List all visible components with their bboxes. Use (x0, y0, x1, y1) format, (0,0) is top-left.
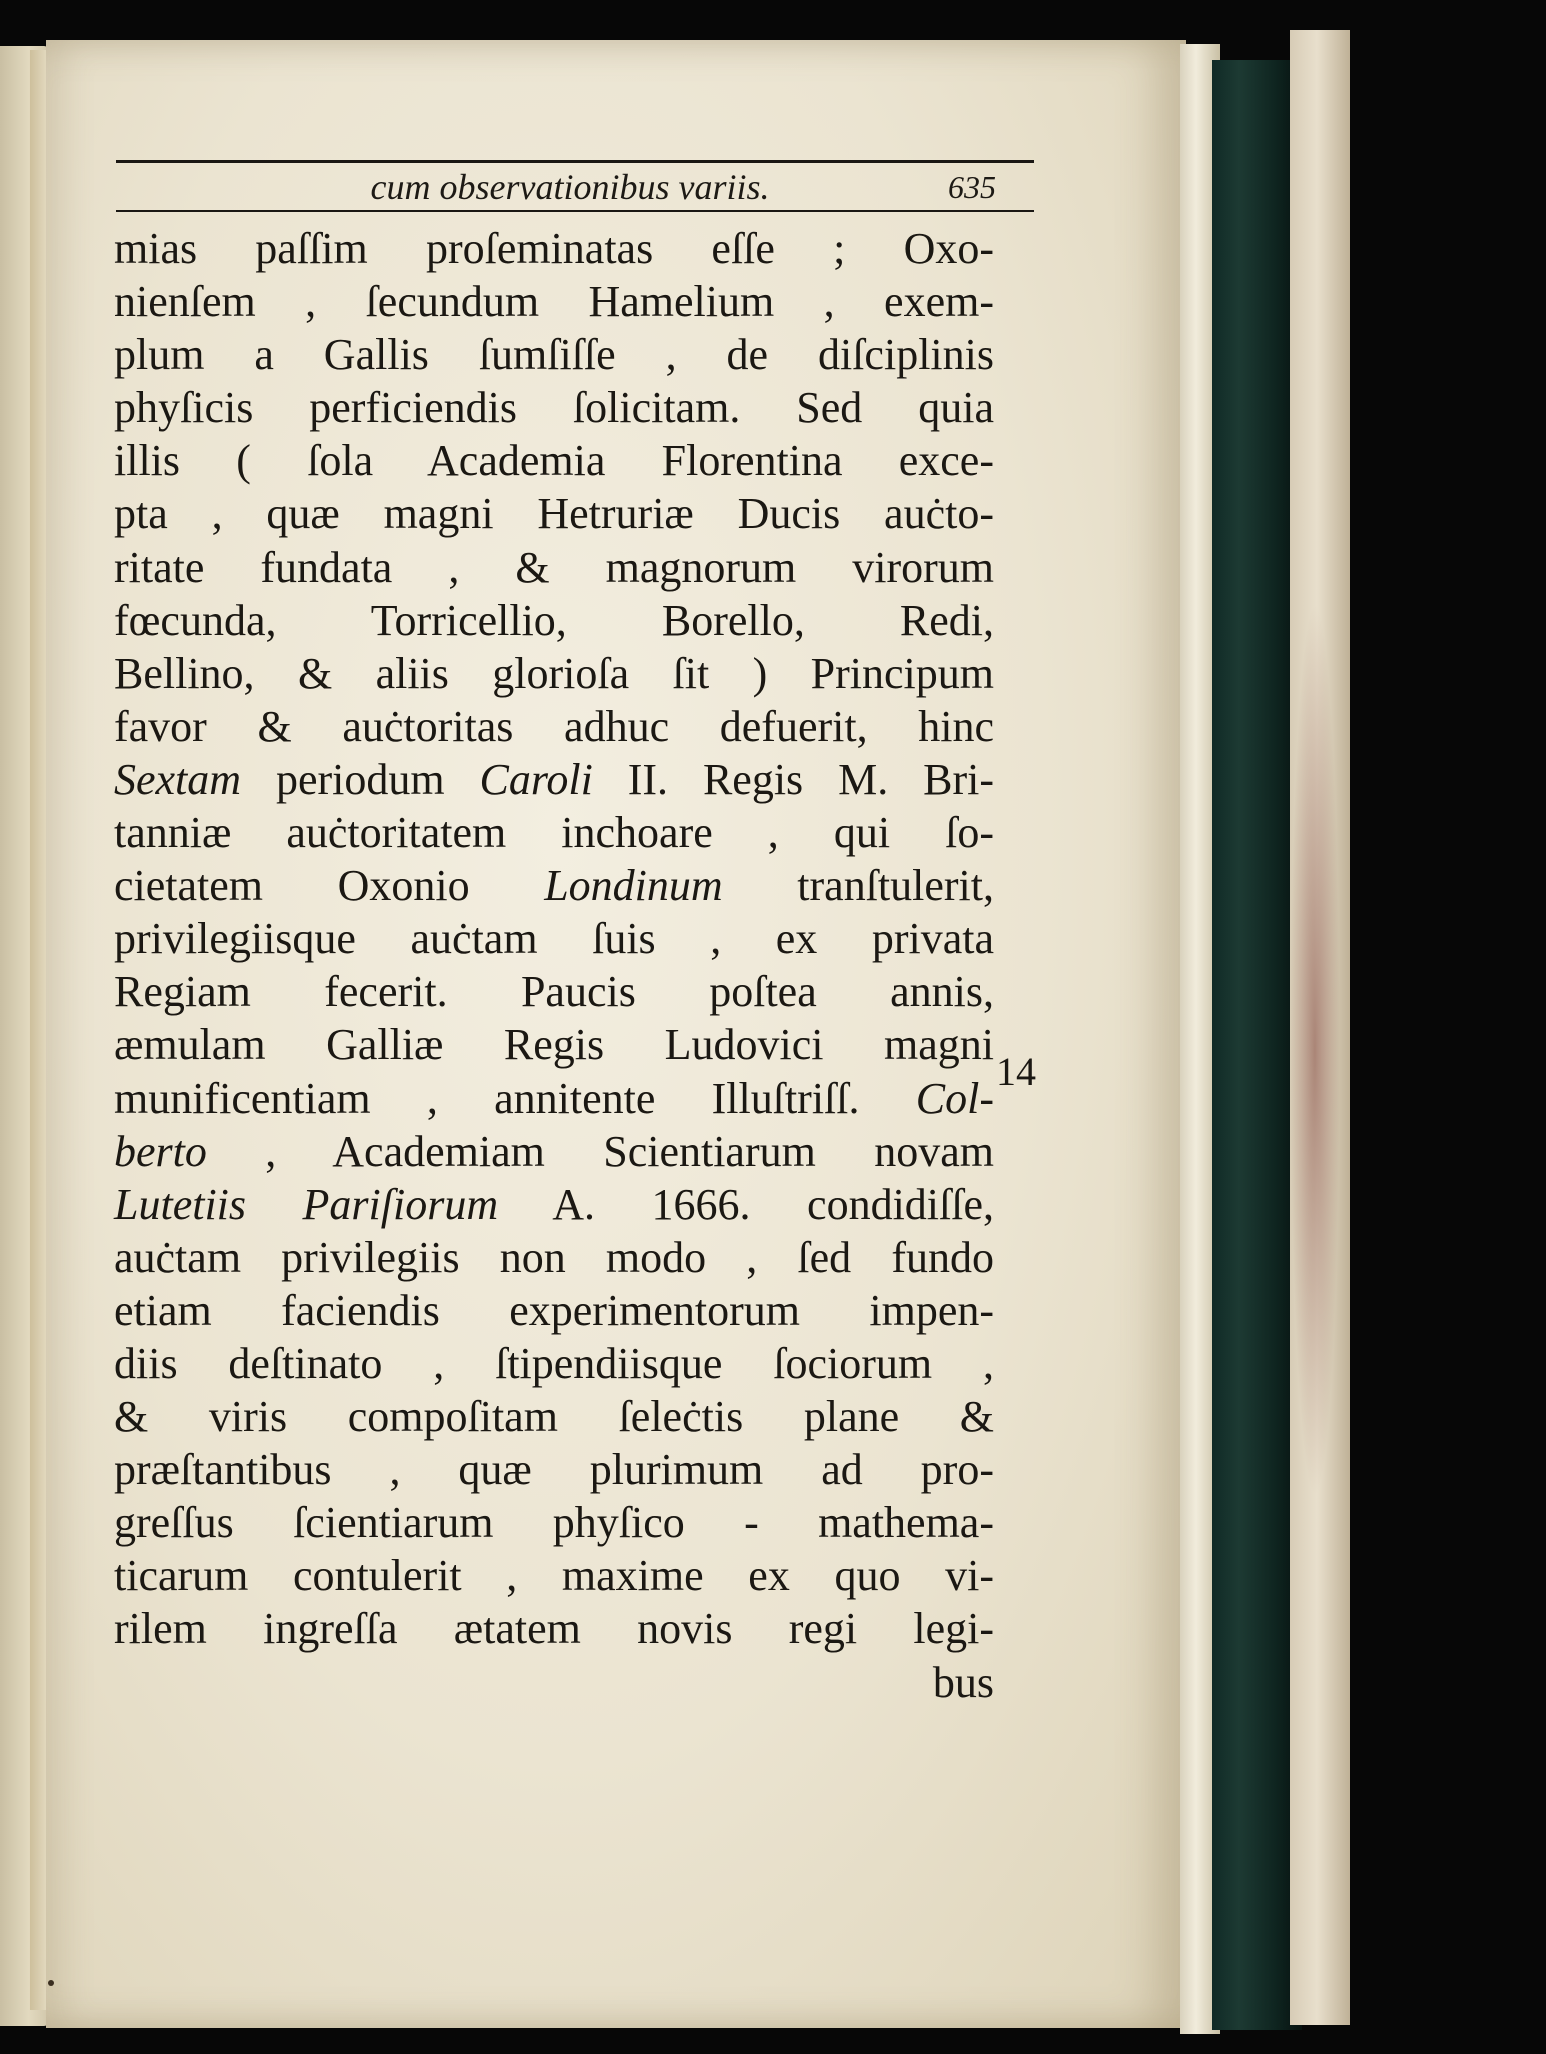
text-line-content (114, 1496, 994, 1549)
text-line (114, 487, 994, 540)
italic-span: Londinum (544, 861, 723, 911)
text-line-content (114, 1443, 994, 1496)
text-line-content (114, 434, 994, 487)
margin-note: 14 (996, 1049, 1036, 1094)
italic-span: Caroli (479, 754, 593, 804)
text-span: pta , quæ magni Hetruriæ Ducis auċto- (114, 489, 994, 539)
text-span: diis deſtinato , ſtipendiisque ſociorum , (114, 1338, 994, 1388)
text-line-content (114, 1178, 994, 1231)
text-line-content (114, 753, 994, 806)
text-line-content (114, 1656, 994, 1709)
text-line (114, 965, 994, 1018)
text-span: favor & auċtoritas adhuc defuerit, hinc (114, 701, 994, 751)
text-line (114, 1231, 994, 1284)
text-line (114, 1656, 994, 1709)
text-line (114, 1072, 994, 1125)
text-line (114, 222, 994, 275)
text-line-content (114, 1602, 994, 1655)
text-line (114, 700, 994, 753)
text-line (114, 328, 994, 381)
text-line-content (114, 1072, 994, 1125)
text-span: phyſicis perficiendis ſolicitam. Sed quia (114, 383, 994, 433)
text-span: A. 1666. condidiſſe, (498, 1179, 994, 1229)
text-line-content (114, 1018, 994, 1071)
text-line-content (114, 222, 994, 275)
text-span: bus (932, 1657, 994, 1707)
book-binding (1212, 60, 1302, 2030)
italic-span: Col- (915, 1073, 994, 1123)
text-line (114, 1602, 994, 1655)
text-span: tanniæ auċtoritatem inchoare , qui ſo- (114, 808, 994, 858)
header-rule-top (116, 160, 1034, 163)
text-line (114, 1549, 994, 1602)
text-line (114, 647, 994, 700)
text-line (114, 912, 994, 965)
text-span: Bellino, & aliis glorioſa ſit ) Principum (114, 648, 994, 698)
italic-span: berto (114, 1126, 207, 1176)
text-line (114, 275, 994, 328)
text-span: mias paſſim proſeminatas eſſe ; Oxo- (114, 224, 994, 273)
text-span: cietatem Oxonio (114, 861, 545, 911)
text-span: plum a Gallis ſumſiſſe , de diſciplinis (114, 330, 994, 380)
text-line (114, 1178, 994, 1231)
text-span: nienſem , ſecundum Hamelium , exem- (114, 277, 994, 327)
text-span: munificentiam , annitente Illuſtriſſ. (114, 1073, 916, 1123)
text-line (114, 594, 994, 647)
text-line (114, 1337, 994, 1390)
text-span: ritate fundata , & magnorum virorum (114, 542, 994, 592)
text-span: auċtam privilegiis non modo , ſed fundo (114, 1232, 994, 1282)
text-span: ticarum contulerit , maxime ex quo vi- (114, 1551, 994, 1601)
italic-span: Lutetiis Pariſiorum (114, 1179, 499, 1229)
text-line-content (114, 594, 994, 647)
text-span: & viris compoſitam ſeleċtis plane & (114, 1392, 994, 1442)
text-line (114, 1284, 994, 1337)
text-span: præſtantibus , quæ plurimum ad pro- (114, 1445, 994, 1495)
text-line-content (114, 541, 994, 594)
text-line-content (114, 1390, 994, 1443)
text-span: greſſus ſcientiarum phyſico - mathema- (114, 1498, 994, 1548)
text-span: etiam faciendis experimentorum impen- (114, 1285, 994, 1335)
text-line-content (114, 912, 994, 965)
text-line-content (114, 1125, 994, 1178)
text-span: fœcunda, Torricellio, Borello, Redi, (114, 595, 994, 645)
text-line (114, 806, 994, 859)
header-rule-bottom (116, 210, 1034, 212)
text-line (114, 1443, 994, 1496)
page-number: 635 (948, 169, 996, 205)
text-line (114, 859, 994, 912)
text-line (114, 1496, 994, 1549)
text-line (114, 434, 994, 487)
text-line (114, 753, 994, 806)
italic-span: Sextam (114, 754, 242, 804)
spine-stain (1290, 600, 1340, 1500)
text-line (114, 1125, 994, 1178)
text-line-content (114, 806, 994, 859)
text-line-content (114, 859, 994, 912)
text-line-content (114, 1549, 994, 1602)
page-mark (48, 1980, 54, 1986)
body-text (114, 222, 994, 1709)
text-span: tranſtulerit, (722, 861, 994, 911)
text-line (114, 381, 994, 434)
text-line-content (114, 381, 994, 434)
text-span: privilegiisque auċtam ſuis , ex privata (114, 914, 994, 964)
text-line (114, 541, 994, 594)
text-line-content (114, 1231, 994, 1284)
text-line (114, 1018, 994, 1071)
text-span: II. Regis M. Bri- (592, 754, 995, 804)
text-line-content (114, 1284, 994, 1337)
text-line-content (114, 1337, 994, 1390)
text-span: æmulam Galliæ Regis Ludovici magni (114, 1020, 994, 1070)
running-head: cum observationibus variis. (370, 167, 770, 207)
text-line-content (114, 700, 994, 753)
text-line-content (114, 328, 994, 381)
text-line-content (114, 965, 994, 1018)
text-line-content (114, 647, 994, 700)
text-span: Regiam fecerit. Paucis poſtea annis, (114, 967, 994, 1017)
text-span: , Academiam Scientiarum novam (206, 1126, 994, 1176)
text-line-content (114, 487, 994, 540)
text-span: rilem ingreſſa ætatem novis regi legi- (114, 1604, 994, 1654)
text-line (114, 1390, 994, 1443)
text-span: periodum (241, 754, 480, 804)
text-line-content (114, 275, 994, 328)
text-span: illis ( ſola Academia Florentina exce- (114, 436, 994, 486)
